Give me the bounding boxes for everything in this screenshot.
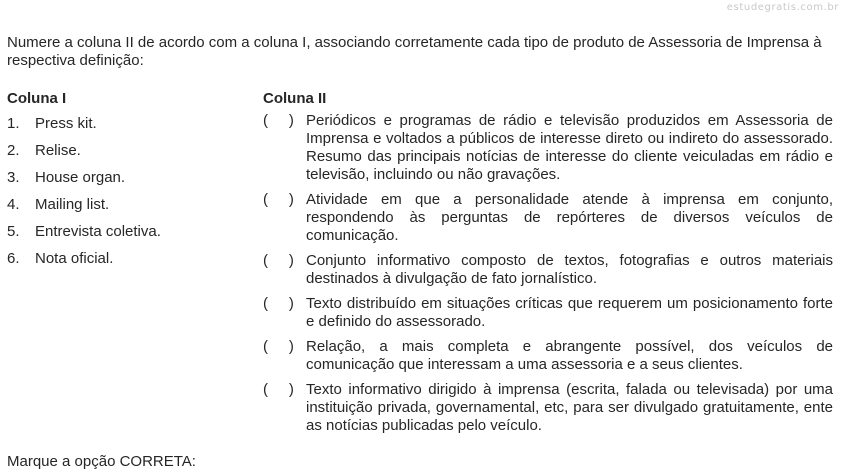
item-number: 3. — [7, 169, 20, 186]
column-1-item — [7, 250, 247, 277]
item-number: 6. — [7, 250, 20, 267]
answer-prompt: Marque a opção CORRETA: — [7, 453, 196, 470]
answer-blank: ( ) — [263, 191, 294, 208]
item-label: Relise. — [35, 142, 81, 159]
column-1 — [7, 90, 247, 277]
definition-text: Periódicos e programas de rádio e televisão produzidos em Assessoria de Imprensa e voltados a públicos de interesse direto ou indireto do assessorado. Resumo das principais notícias de interesse do cliente veiculadas em rádio e televisão, incluindo ou não gravações. — [306, 112, 833, 183]
column-1-item — [7, 223, 247, 250]
column-1-item — [7, 196, 247, 223]
column-1-item — [7, 142, 247, 169]
item-label: House organ. — [35, 169, 126, 186]
column-2 — [263, 90, 833, 442]
definition-text: Texto informativo dirigido à imprensa (escrita, falada ou televisada) por uma instituição privada, governamental, etc, para ser divulgado gratuitamente, ente as notícias publicadas pelo veículo. — [306, 381, 833, 434]
definition-text: Conjunto informativo composto de textos, fotografias e outros materiais destinados à divulgação de fato jornalístico. — [306, 252, 833, 287]
item-number: 1. — [7, 115, 20, 132]
item-label: Entrevista coletiva. — [35, 223, 161, 240]
question-text: Numere a coluna II de acordo com a coluna I, associando corretamente cada tipo de produto de Assessoria de Imprensa à respectiva definição: — [7, 34, 822, 69]
definition-text: Relação, a mais completa e abrangente possível, dos veículos de comunicação que interessam a uma assessoria e a seus clientes. — [306, 338, 833, 373]
definition-text: Texto distribuído em situações críticas que requerem um posicionamento forte e definido do assessorado. — [306, 295, 833, 330]
column-2-item — [263, 252, 833, 288]
column-2-item — [263, 191, 833, 245]
item-label: Press kit. — [35, 115, 97, 132]
definition-text: Atividade em que a personalidade atende à imprensa em conjunto, respondendo às perguntas de repórteres de diversos veículos de comunicação. — [306, 191, 833, 244]
column-2-item — [263, 112, 833, 184]
column-2-header: Coluna II — [263, 90, 327, 107]
column-2-item — [263, 338, 833, 374]
answer-blank: ( ) — [263, 252, 294, 269]
column-2-item — [263, 381, 833, 435]
site-watermark: estudegratis.com.br — [726, 2, 839, 13]
item-label: Nota oficial. — [35, 250, 114, 267]
column-2-item — [263, 295, 833, 331]
item-number: 5. — [7, 223, 20, 240]
answer-blank: ( ) — [263, 295, 294, 312]
column-1-item — [7, 115, 247, 142]
item-label: Mailing list. — [35, 196, 110, 213]
answer-blank: ( ) — [263, 338, 294, 355]
item-number: 4. — [7, 196, 20, 213]
column-1-header: Coluna I — [7, 90, 67, 107]
column-1-item — [7, 169, 247, 196]
answer-blank: ( ) — [263, 381, 294, 398]
answer-blank: ( ) — [263, 112, 294, 129]
item-number: 2. — [7, 142, 20, 159]
